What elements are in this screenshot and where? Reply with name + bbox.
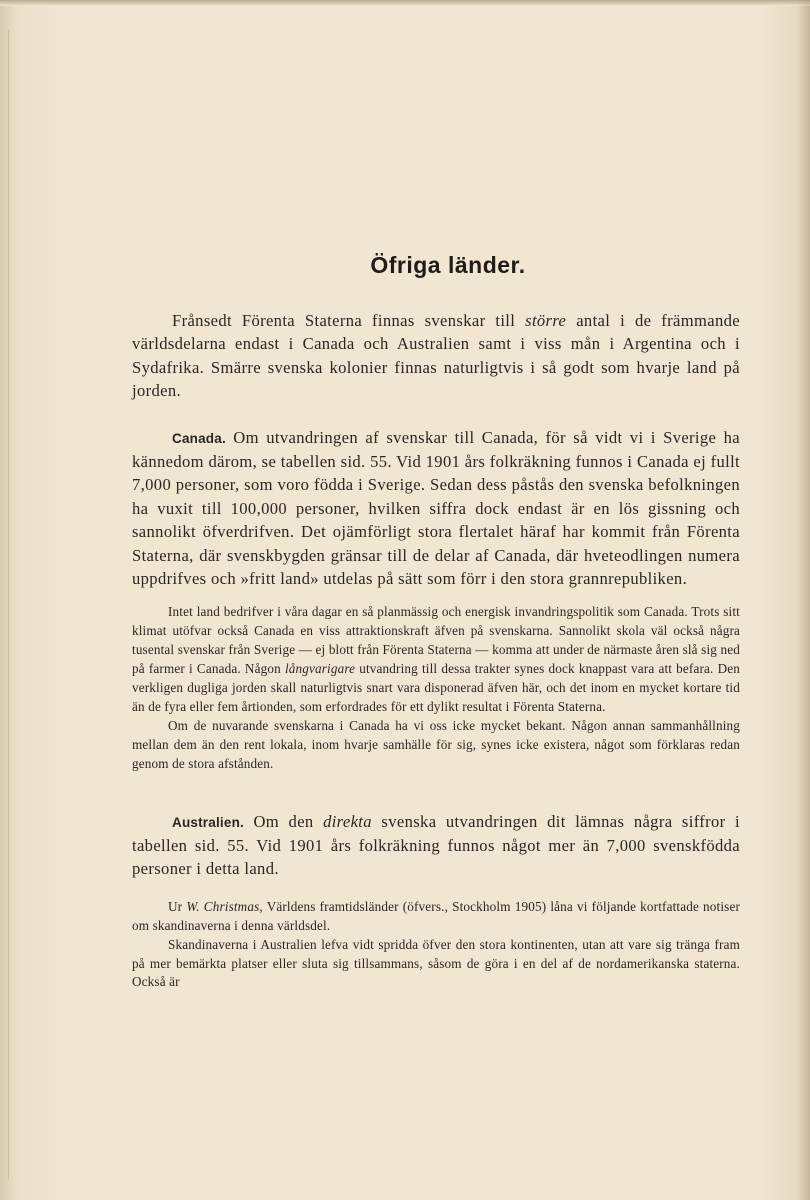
australia-small-1-after: Världens framtidsländer (öfvers., Stockholm 1905) låna vi följande kortfattade notiser om skandinaverna i denna världsdel. bbox=[132, 898, 740, 933]
intro-paragraph bbox=[132, 309, 740, 403]
canada-small-1-after: utvandring till dessa trakter synes dock knappast vara att befara. Den verkligen dugliga jorden skall naturligtvis snart vara disponerad äfven här, och det inom en mycket kortare tid än de fyra eller fem årtionden, som erfordrades för ett dylikt resultat i Förenta Staterna. bbox=[132, 661, 740, 714]
intro-text-before: Frånsedt Förenta Staterna finnas svenskar till bbox=[172, 311, 526, 330]
canada-text: Om utvandringen af svenskar till Canada, för så vidt vi i Sverige ha kännedom därom, se tabellen sid. 55. Vid 1901 års folkräkning funnos i Canada ej fullt 7,000 personer, som voro födda i Sverige. Sedan dess påstås den svenska befolkningen ha vuxit till 100,000 personer, hvilken siffra dock endast är en lös gissning och sannolikt öfverdrifven. Det ojämförligt stora flertalet häraf har kommit från Förenta Staterna, där svenskbygden gränsar till de delar af Canada, där hveteodlingen numera uppdrifves och »fritt land» utdelas på sätt som förr i den stora grannrepubliken. bbox=[132, 427, 740, 589]
australia-text-before: Om den bbox=[243, 811, 324, 831]
page-top-edge bbox=[0, 0, 810, 6]
australia-lead: Australien. bbox=[172, 814, 244, 830]
canada-paragraph bbox=[132, 426, 740, 591]
canada-small-paragraph-1 bbox=[132, 603, 740, 716]
australia-text-italic: direkta bbox=[323, 811, 372, 831]
australia-paragraph bbox=[132, 810, 740, 881]
australia-small-paragraph-2: Skandinaverna i Australien lefva vidt spridda öfver den stora kontinenten, utan att vare sig tränga fram på mer bemärkta platser eller sluta sig tillsammans, såsom de göra i en del af de nordamerikanska staterna. Också är bbox=[132, 936, 740, 990]
canada-small-1-before: Intet land bedrifver i våra dagar en så planmässig och energisk invandringspolitik som Canada. Trots sitt klimat utöfvar också Canada en viss attraktionskraft äfven på svenskarna. Sannolikt skola väl också några tusental svenskar från Sverige — ej blott från Förenta Staterna — komma att under de närmaste åren slå sig ned på farmer i Canada. Någon bbox=[132, 604, 740, 677]
canada-small-paragraph-2: Om de nuvarande svenskarna i Canada ha vi oss icke mycket bekant. Någon annan sammanhållning mellan dem än den rent lokala, inom hvarje samhälle för sig, synes icke existera, något som förklaras redan genom de stora afstånden. bbox=[132, 717, 740, 771]
intro-text-italic: större bbox=[525, 311, 567, 330]
page-left-edge bbox=[8, 30, 9, 1180]
canada-small-1-italic: långvarigare bbox=[284, 661, 356, 677]
australia-small-paragraph-1 bbox=[132, 898, 740, 936]
page-content bbox=[132, 252, 740, 992]
intro-text-after: antal i de främmande världsdelarna endast i Canada och Australien samt i viss mån i Argentina och i Sydafrika. Smärre svenska kolonier finnas naturligtvis i så godt som hvarje land på jorden. bbox=[132, 311, 740, 401]
page-right-shadow bbox=[796, 0, 810, 1200]
australia-small-1-italic: W. Christmas, bbox=[186, 898, 263, 914]
canada-lead: Canada. bbox=[172, 430, 226, 446]
australia-text-after: svenska utvandringen dit lämnas några siffror i tabellen sid. 55. Vid 1901 års folkräkning funnos något mer än 7,000 svenskfödda personer i detta land. bbox=[132, 811, 740, 879]
australia-small-1-before: Ur bbox=[168, 898, 187, 914]
page-title: Öfriga länder. bbox=[370, 252, 526, 278]
